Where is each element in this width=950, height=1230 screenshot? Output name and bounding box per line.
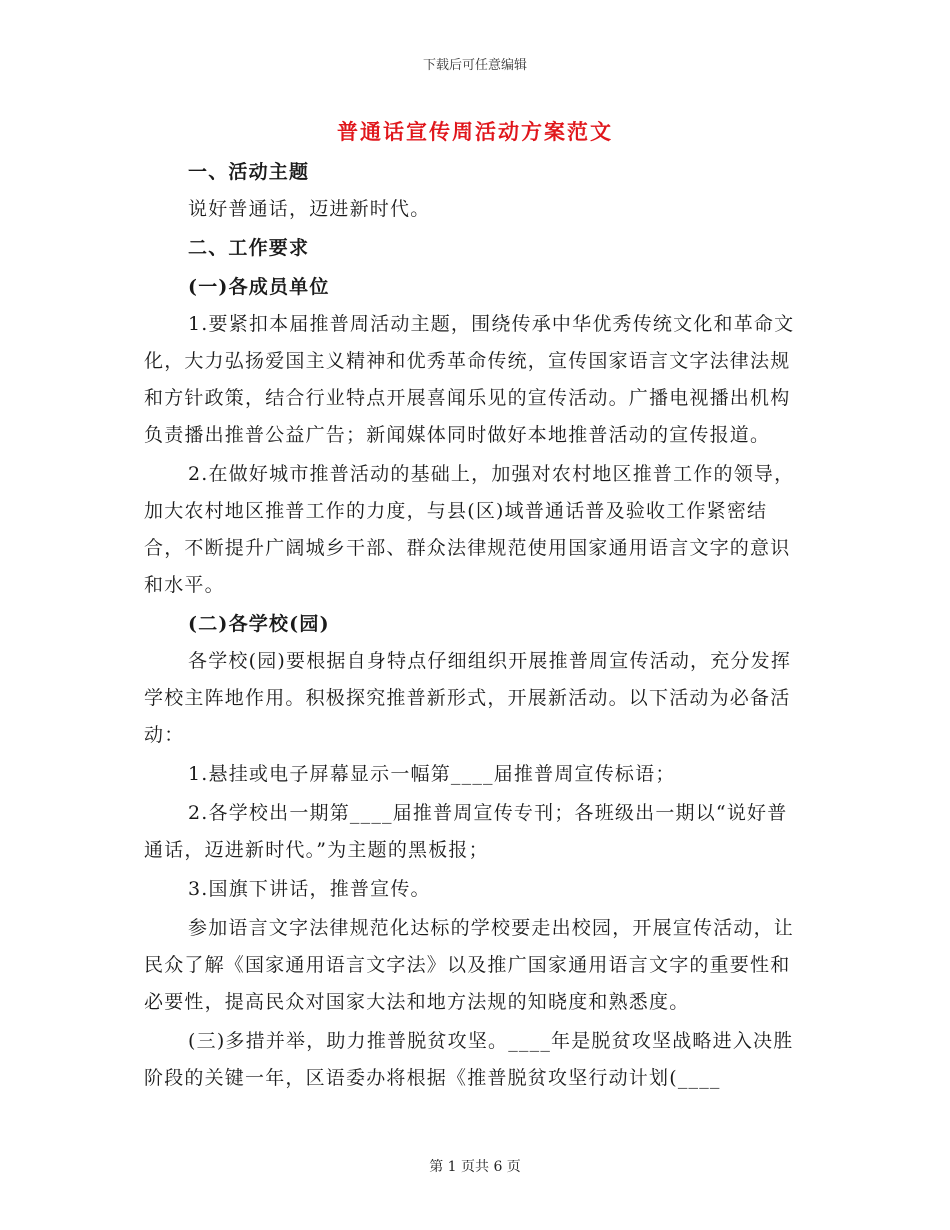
paragraph-schools-intro: 各学校(园)要根据自身特点仔细组织开展推普周宣传活动，充分发挥学校主阵地作用。积极探究推普新形式，开展新活动。以下活动为必备活动： <box>144 650 792 746</box>
header-note: 下载后可任意编辑 <box>422 58 527 73</box>
page-footer: 第 1 页共 6 页 <box>429 1159 521 1175</box>
document-body <box>144 152 804 1097</box>
paragraph-member-units-1: 1.要紧扣本届推普周活动主题，围绕传承中华优秀传统文化和革命文化，大力弘扬爱国主义精神和优秀革命传统，宣传国家语言文字法律法规和方针政策，结合行业特点开展喜闻乐见的宣传活动。广播电视播出机构负责播出推普公益广告；新闻媒体同时做好本地推普活动的宣传报道。 <box>144 313 795 446</box>
subheading-schools: (二)各学校(园) <box>188 613 330 635</box>
list-item-slogan: 1.悬挂或电子屏幕显示一幅第____届推普周宣传标语； <box>188 763 676 785</box>
list-item-flag-speech: 3.国旗下讲话，推普宣传。 <box>188 878 431 900</box>
paragraph-member-units-2: 2.在做好城市推普活动的基础上，加强对农村地区推普工作的领导，加大农村地区推普工作的力度，与县(区)域普通话普及验收工作紧密结合，不断提升广阔城乡干部、群众法律规范使用国家通用语言文字的意识和水平。 <box>144 463 795 596</box>
paragraph-theme: 说好普通话，迈进新时代。 <box>188 198 431 220</box>
section-heading-requirements: 二、工作要求 <box>188 237 310 259</box>
subheading-member-units: (一)各成员单位 <box>188 276 330 298</box>
section-heading-theme: 一、活动主题 <box>188 161 310 183</box>
document-title: 普通话宣传周活动方案范文 <box>337 119 613 144</box>
list-item-special-issue: 2.各学校出一期第____届推普周宣传专刊；各班级出一期以“说好普通话，迈进新时代。”为主题的黑板报； <box>144 802 788 861</box>
paragraph-schools-outreach: 参加语言文字法律规范化达标的学校要走出校园，开展宣传活动，让民众了解《国家通用语言文字法》以及推广国家通用语言文字的重要性和必要性，提高民众对国家大法和地方法规的知晓度和熟悉度。 <box>144 917 795 1013</box>
paragraph-poverty-alleviation: (三)多措并举，助力推普脱贫攻坚。____年是脱贫攻坚战略进入决胜阶段的关键一年，区语委办将根据《推普脱贫攻坚行动计划(____ <box>144 1030 794 1089</box>
